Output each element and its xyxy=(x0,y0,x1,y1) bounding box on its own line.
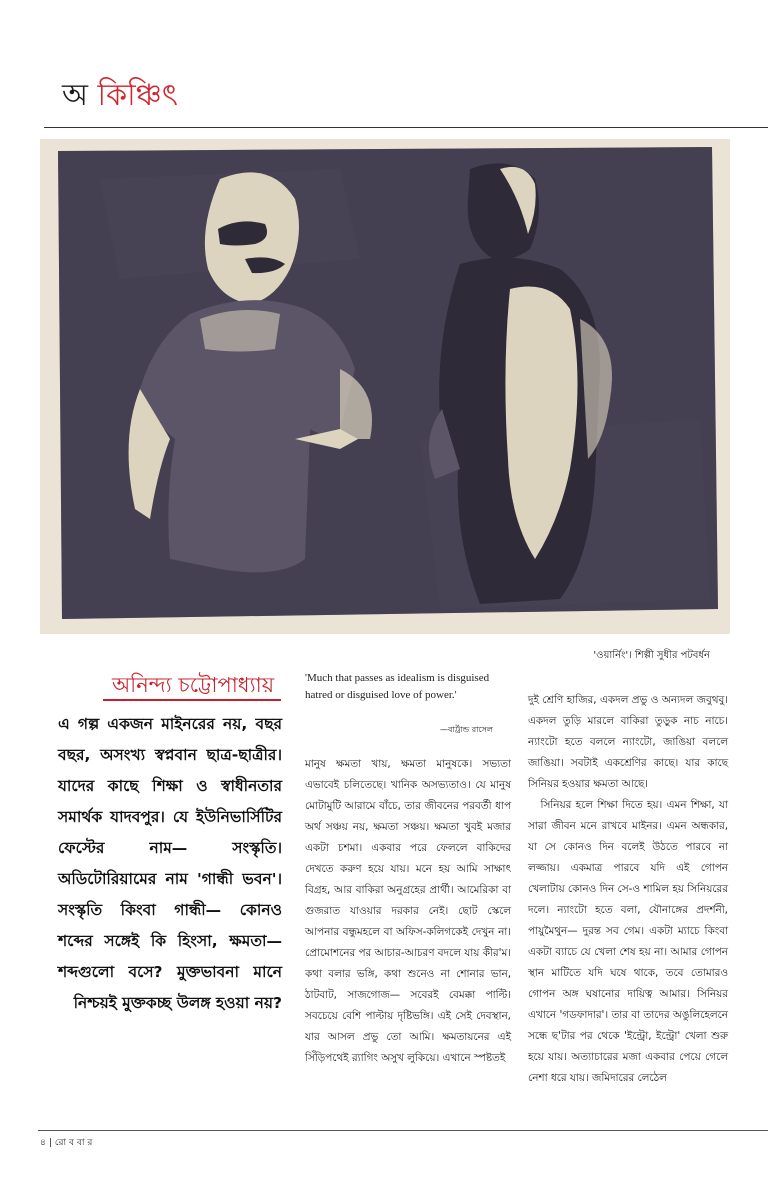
article-author: অনিন্দ্য চট্টোপাধ্যায় xyxy=(112,673,275,697)
header-divider xyxy=(44,127,768,128)
body-paragraph: সিনিয়র হলে শিক্ষা দিতে হয়। এমন শিক্ষা, যা সারা জীবন মনে রাখবে মাইনর। এমন অন্ধকার, যা সে কোনও দিন বলেই উঠতে পারবে না লজ্জায়। একমাত্র পারবে যদি এই গোপন খেলাটায় কোনও দিন সে-ও শামিল হয় সিনিয়রের দলে। ন্যাংটো হতে বলা, যৌনাঙ্গের প্রদর্শনী, পায়ুমৈথুন— দুরন্ত সব গেম। একটা ম্যাচে কিংবা একটা ব্যাচে যে খেলা শেষ হয় না। আমার গোপন স্থান মাটিতে যদি ঘষে থাকে, তবে তোমারও গোপন অঙ্গ ঘষানোর দায়িত্ব আমার। সিনিয়র এখানে 'গডফাদার'। তার বা তাদের অঙুলিহেলনে সন্ধে ছ'টার পর থেকে 'ইন্ট্রো, ইন্ট্রো' খেলা শুরু হয়ে যায়। অত্যাচারের মজা একবার পেয়ে গেলে নেশা ধরে যায়। জমিদারের লেঠেল xyxy=(528,799,728,1084)
footer-divider xyxy=(38,1130,768,1131)
section-prefix: অ xyxy=(62,78,88,113)
artwork-caption: 'ওয়ার্নিং'। শিল্পী সুধীর পটবর্ধন xyxy=(593,650,710,661)
artwork-painting xyxy=(40,139,730,634)
page-footer xyxy=(40,1135,92,1150)
page-number: ৪ xyxy=(40,1138,46,1148)
footer-separator: | xyxy=(48,1138,52,1148)
article-column-right xyxy=(528,690,728,1089)
body-paragraph: মানুষ ক্ষমতা খায়, ক্ষমতা মানুষকে। সভ্যতা এভাবেই চলিতেছে। খানিক অসভ্যতাও। যে মানুষ মোটামুটি আরামে বাঁচে, তার জীবনের পরবর্তী ধাপ অর্থ সঞ্চয় নয়, ক্ষমতা সঞ্চয়। ক্ষমতা খুবই মজার একটা চশমা। একবার পরে ফেললে বাকিদের দেখতে করুণ হয়ে যায়। মনে হয় আমি সাক্ষাৎ বিগ্রহ, আর বাকিরা অনুগ্রহের প্রার্থী। আমেরিকা বা গুজরাত যাওয়ার দরকার নেই। ছোট স্কেলে আপনার বন্ধুমহলে বা অফিস-কলিগকেই দেখুন না। প্রোমোশনের পর আচার-আচরণ বদলে যায় কীর'ম। কথা বলার ভঙ্গি, কথা শুনেও না শোনার ভান, ঠাটবাট, সাজগোজ— সবেরই বেমক্কা পাল্টি। সবচেয়ে বেশি পাল্টায় দৃষ্টিভঙ্গি। এই সেই দেবস্থান, যার আসল প্রভু তো আমি। ক্ষমতায়নের এই সিঁড়িপথেই র‍্যাগিং অসুখ লুকিয়ে। এখানে স্পষ্টতই xyxy=(305,758,511,1064)
author-underline xyxy=(103,699,281,701)
article-column-middle xyxy=(305,754,511,1069)
section-header xyxy=(62,78,178,114)
body-paragraph: দুই শ্রেণি হাজির, একদল প্রভু ও অন্যদল জবুথবু। একদল তুড়ি মারলে বাকিরা তুড়ুক নাচ নাচে। ন্যাংটো হতে বললে ন্যাংটো, জাঙিয়া বললে জাঙিয়া। সবটাই একশ্রেণির কাছে। যার কাছে সিনিয়র হওয়ার ক্ষমতা আছে। xyxy=(528,694,728,790)
epigraph-quote: 'Much that passes as idealism is disguised hatred or disguised love of power.' xyxy=(305,672,490,701)
section-name: কিঞ্চিৎ xyxy=(97,78,178,113)
epigraph-attribution: —বার্ট্রান্ড রাসেল xyxy=(440,725,493,734)
magazine-name: রো ব বা র xyxy=(54,1138,93,1148)
painting-illustration xyxy=(40,139,730,634)
article-lead: এ গল্প একজন মাইনরের নয়, বছর বছর, অসংখ্য স্বপ্নবান ছাত্র-ছাত্রীর। যাদের কাছে শিক্ষা ও স্বাধীনতার সমার্থক যাদবপুর। যে ইউনিভার্সিটির ফেস্টের নাম— সংস্কৃতি। অডিটোরিয়ামের নাম 'গান্ধী ভবন'। সংস্কৃতি কিংবা গান্ধী— কোনও শব্দের সঙ্গেই কি হিংসা, ক্ষমতা— শব্দগুলো বসে? মুক্তভাবনা মানে নিশ্চয়ই মুক্তকচ্ছ উলঙ্গ হওয়া নয়? xyxy=(58,715,282,1012)
